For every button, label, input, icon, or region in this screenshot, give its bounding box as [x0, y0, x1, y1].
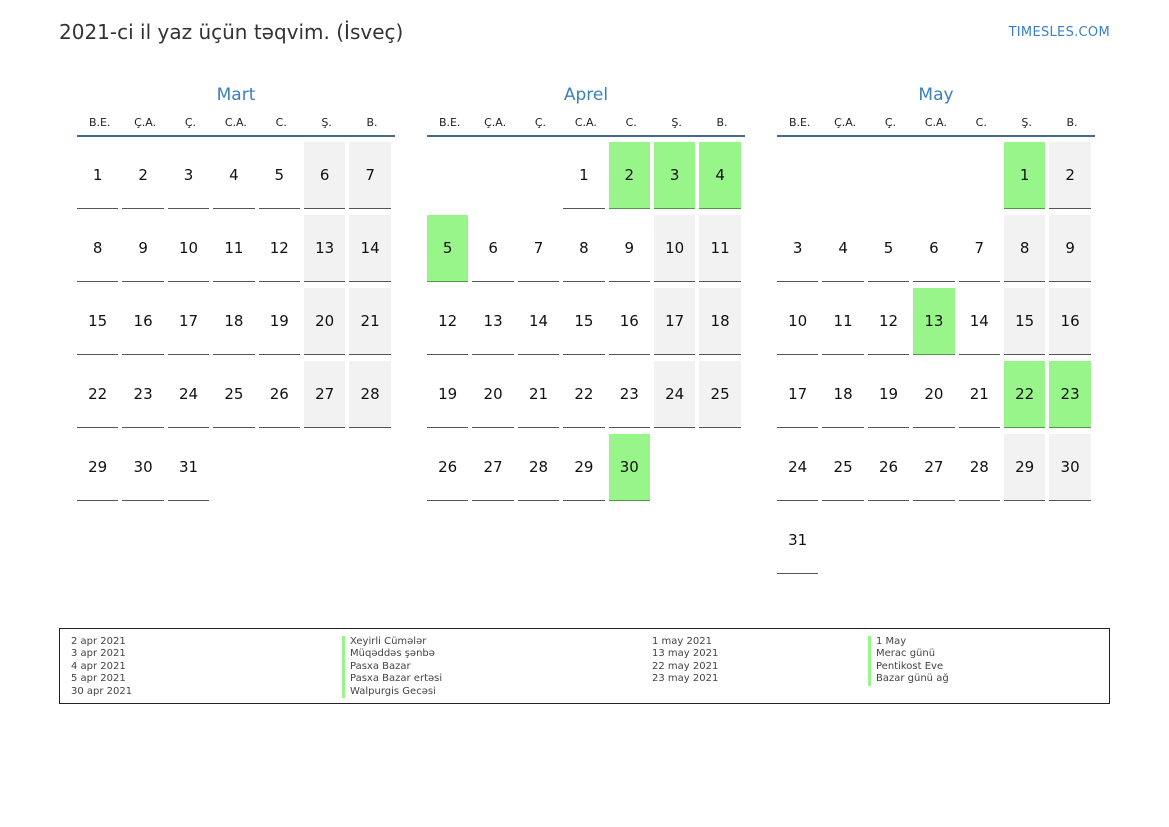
day-cell: 12 [427, 288, 468, 355]
day-cell: 16 [1049, 288, 1090, 355]
day-cell: 23 [609, 361, 650, 428]
day-cell: 22 [563, 361, 604, 428]
month-name: Mart [216, 85, 256, 105]
day-cell: 13 [472, 288, 513, 355]
weekday-label: Ç.A. [134, 116, 157, 129]
day-cell: 20 [304, 288, 345, 355]
day-cell: 31 [168, 434, 209, 501]
month-may [777, 84, 1095, 577]
holiday-day-cell: 23 [1049, 361, 1090, 428]
month-name: Aprel [563, 85, 609, 105]
holiday-day-cell: 13 [913, 288, 954, 355]
day-cell: 27 [913, 434, 954, 501]
weekday-label: C.A. [924, 116, 947, 129]
legend-date: 2 apr 2021 [71, 636, 126, 647]
holiday-day-cell: 3 [654, 142, 695, 209]
day-cell: 29 [563, 434, 604, 501]
day-cell: 20 [472, 361, 513, 428]
holiday-day-cell: 30 [609, 434, 650, 501]
day-cell: 4 [213, 142, 254, 209]
day-cell: 24 [777, 434, 818, 501]
day-cell: 14 [349, 215, 390, 282]
day-cell: 25 [699, 361, 740, 428]
day-cell: 29 [1004, 434, 1045, 501]
day-cell: 8 [77, 215, 118, 282]
weekday-label: Ç. [884, 116, 897, 129]
day-cell: 3 [777, 215, 818, 282]
weekday-label: Ç.A. [834, 116, 857, 129]
day-cell: 2 [1049, 142, 1090, 209]
day-cell: 23 [122, 361, 163, 428]
holiday-day-cell: 22 [1004, 361, 1045, 428]
month-march [77, 84, 395, 577]
legend-dates-right [652, 636, 718, 686]
weekday-label: C. [975, 116, 987, 129]
day-cell: 18 [213, 288, 254, 355]
holiday-legend [59, 628, 1110, 704]
weekday-label: B.E. [788, 116, 811, 129]
day-cell: 10 [168, 215, 209, 282]
day-cell: 30 [1049, 434, 1090, 501]
weekday-label: Ş. [671, 116, 682, 129]
holiday-day-cell: 5 [427, 215, 468, 282]
day-cell: 22 [77, 361, 118, 428]
weekday-label: C. [625, 116, 637, 129]
day-cell: 31 [777, 507, 818, 574]
day-cell: 12 [259, 215, 300, 282]
day-cell: 1 [563, 142, 604, 209]
legend-holiday-name: Merac günü [868, 648, 949, 660]
legend-date: 23 may 2021 [652, 673, 719, 685]
day-cell: 10 [777, 288, 818, 355]
day-cell: 15 [563, 288, 604, 355]
day-cell: 25 [822, 434, 863, 501]
page-title: 2021-ci il yaz üçün təqvim. (İsveç) [59, 20, 404, 44]
legend-holiday-name: Bazar günü ağ [868, 673, 949, 685]
day-cell: 21 [518, 361, 559, 428]
day-grid [427, 137, 745, 577]
legend-holiday-name: Walpurgis Gecəsi [342, 686, 442, 698]
legend-date: 1 may 2021 [652, 636, 712, 647]
holiday-day-cell: 1 [1004, 142, 1045, 209]
day-cell: 3 [168, 142, 209, 209]
day-cell: 18 [822, 361, 863, 428]
day-cell: 8 [563, 215, 604, 282]
day-cell: 21 [959, 361, 1000, 428]
legend-date: 5 apr 2021 [71, 673, 126, 685]
weekday-label: B.E. [438, 116, 461, 129]
day-grid [77, 137, 395, 577]
weekday-label: Ş. [321, 116, 332, 129]
legend-holiday-name: Xeyirli Cümələr [342, 636, 442, 648]
day-cell: 17 [654, 288, 695, 355]
holiday-day-cell: 4 [699, 142, 740, 209]
day-cell: 24 [168, 361, 209, 428]
day-cell: 9 [1049, 215, 1090, 282]
day-cell: 26 [259, 361, 300, 428]
day-cell: 6 [472, 215, 513, 282]
day-cell: 17 [777, 361, 818, 428]
legend-names-right [868, 636, 949, 686]
weekday-header [777, 116, 1095, 137]
weekday-label: Ç. [184, 116, 197, 129]
legend-date: 3 apr 2021 [71, 648, 126, 660]
day-cell: 15 [1004, 288, 1045, 355]
weekday-label: C.A. [574, 116, 597, 129]
day-cell: 6 [913, 215, 954, 282]
day-cell: 29 [77, 434, 118, 501]
day-cell: 20 [913, 361, 954, 428]
day-cell: 11 [822, 288, 863, 355]
holiday-day-cell: 2 [609, 142, 650, 209]
brand-link[interactable]: TIMESLES.COM [1008, 25, 1110, 40]
day-cell: 27 [304, 361, 345, 428]
day-cell: 17 [168, 288, 209, 355]
legend-names-left [342, 636, 442, 698]
day-cell: 7 [959, 215, 1000, 282]
day-cell: 13 [304, 215, 345, 282]
weekday-label: C.A. [224, 116, 247, 129]
day-cell: 4 [822, 215, 863, 282]
legend-holiday-name: Pentikost Eve [868, 661, 949, 673]
weekday-label: B. [716, 116, 728, 129]
day-cell: 24 [654, 361, 695, 428]
day-cell: 28 [959, 434, 1000, 501]
day-cell: 30 [122, 434, 163, 501]
weekday-label: B. [1066, 116, 1078, 129]
day-cell: 9 [609, 215, 650, 282]
day-cell: 12 [868, 288, 909, 355]
weekday-label: C. [275, 116, 287, 129]
month-name: May [918, 85, 954, 105]
day-cell: 11 [213, 215, 254, 282]
legend-date: 30 apr 2021 [71, 685, 133, 697]
legend-holiday-name: Pasxa Bazar [342, 661, 442, 673]
legend-holiday-name: Müqəddəs şənbə [342, 648, 442, 660]
legend-date: 4 apr 2021 [71, 660, 126, 672]
legend-date: 22 may 2021 [652, 660, 719, 672]
day-cell: 26 [427, 434, 468, 501]
day-cell: 28 [349, 361, 390, 428]
month-april [427, 84, 745, 577]
day-cell: 25 [213, 361, 254, 428]
weekday-label: B.E. [88, 116, 111, 129]
legend-dates-left [71, 636, 132, 698]
weekday-header [427, 116, 745, 137]
weekday-label: B. [366, 116, 378, 129]
day-cell: 19 [868, 361, 909, 428]
day-cell: 19 [427, 361, 468, 428]
day-cell: 14 [959, 288, 1000, 355]
day-cell: 7 [518, 215, 559, 282]
legend-holiday-name: Pasxa Bazar ertəsi [342, 673, 442, 685]
day-cell: 11 [699, 215, 740, 282]
weekday-header [77, 116, 395, 137]
day-cell: 26 [868, 434, 909, 501]
weekday-label: Ç. [534, 116, 547, 129]
day-cell: 16 [122, 288, 163, 355]
day-cell: 7 [349, 142, 390, 209]
day-cell: 9 [122, 215, 163, 282]
legend-holiday-name: 1 May [868, 636, 949, 648]
legend-date: 13 may 2021 [652, 648, 719, 660]
day-grid [777, 137, 1095, 577]
day-cell: 8 [1004, 215, 1045, 282]
day-cell: 21 [349, 288, 390, 355]
day-cell: 16 [609, 288, 650, 355]
day-cell: 15 [77, 288, 118, 355]
day-cell: 14 [518, 288, 559, 355]
day-cell: 5 [868, 215, 909, 282]
day-cell: 28 [518, 434, 559, 501]
weekday-label: Ş. [1021, 116, 1032, 129]
day-cell: 10 [654, 215, 695, 282]
day-cell: 6 [304, 142, 345, 209]
day-cell: 27 [472, 434, 513, 501]
day-cell: 19 [259, 288, 300, 355]
day-cell: 5 [259, 142, 300, 209]
day-cell: 2 [122, 142, 163, 209]
day-cell: 1 [77, 142, 118, 209]
day-cell: 18 [699, 288, 740, 355]
weekday-label: Ç.A. [484, 116, 507, 129]
